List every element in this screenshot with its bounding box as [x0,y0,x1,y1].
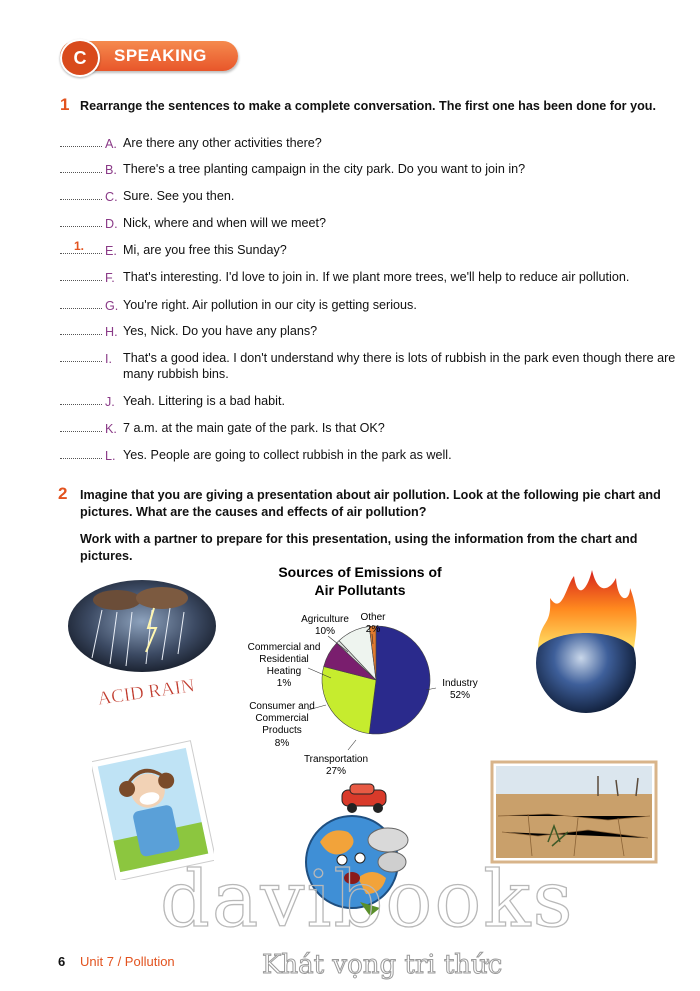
pie-slices [322,626,430,734]
label-agriculture-pct: 10% [314,626,336,637]
unit-title: Unit 7 / Pollution [80,954,175,969]
label-consumer-pct: 8% [274,738,290,749]
item-text: Yes. People are going to collect rubbish in the park as well. [123,448,452,462]
answer-value: 1. [74,239,85,253]
answer-blank[interactable] [60,361,102,362]
item-text: Are there any other activities there? [123,136,322,150]
item-text: Yeah. Littering is a bad habit. [123,394,285,408]
label-industry-pct: 52% [449,690,471,701]
answer-blank[interactable] [60,404,102,405]
item-text: That's a good idea. I don't understand why there is lots of rubbish in the park even though there are many rubbish bins. [123,351,676,381]
item-text: There's a tree planting campaign in the city park. Do you want to join in? [123,162,526,176]
answer-blank[interactable] [60,172,102,173]
item-letter: K. [105,422,117,436]
item-letter: I. [105,352,112,366]
exercise-number: 2 [58,484,68,503]
item-letter: E. [105,244,117,258]
exercise-instruction: Imagine that you are giving a presentation about air pollution. Look at the following pie chart and pictures. What are the causes and effects of air pollution? [80,488,661,519]
label-heating-1: Commercial and [247,642,321,653]
item-text: 7 a.m. at the main gate of the park. Is that OK? [123,421,385,435]
answer-blank[interactable] [60,458,102,459]
burning-globe-picture [526,568,646,718]
item-text: Yes, Nick. Do you have any plans? [123,324,318,338]
item-letter: A. [105,137,117,151]
item-letter: J. [105,395,115,409]
watermark-slogan: Khát vọng tri thức [262,950,503,980]
item-letter: G. [105,299,119,313]
label-consumer-1: Consumer and [249,701,315,712]
acid-rain-caption [82,668,210,712]
answer-blank[interactable] [60,146,102,147]
label-heating-pct: 1% [276,678,292,689]
exercise-number: 1 [60,95,70,114]
chart-title-line1: Sources of Emissions of [278,564,442,580]
pie-slice-industry [369,626,430,734]
label-heating-3: Heating [266,666,302,677]
item-text: You're right. Air pollution in our city is getting serious. [123,298,417,312]
acid-rain-label: ACID RAIN [96,675,196,710]
label-other-pct: 2% [365,624,381,635]
answer-blank[interactable] [60,431,102,432]
item-letter: F. [105,271,115,285]
section-title: SPEAKING [114,46,207,65]
item-letter: B. [105,163,117,177]
answer-blank[interactable] [60,334,102,335]
watermark-brand: davibooks [160,855,575,945]
answer-blank[interactable] [60,199,102,200]
answer-blank[interactable] [60,280,102,281]
label-agriculture: Agriculture [301,614,349,625]
item-letter: H. [105,325,118,339]
drought-picture [488,756,660,866]
label-consumer-2: Commercial [255,713,309,724]
chart-title-line2: Air Pollutants [314,582,406,598]
label-transportation-pct: 27% [325,766,347,777]
label-other: Other [360,612,386,623]
section-letter: C [60,39,100,77]
item-letter: L. [105,449,116,463]
pie-chart [236,560,496,790]
answer-blank[interactable] [60,308,102,309]
label-consumer-3: Products [262,725,302,736]
label-heating-2: Residential [259,654,309,665]
exercise-instruction-2: Work with a partner to prepare for this presentation, using the information from the chart and pictures. [80,532,638,563]
exercise-instruction: Rearrange the sentences to make a complete conversation. The first one has been done for you. [80,99,656,113]
answer-blank[interactable] [60,253,102,254]
item-text: Nick, where and when will we meet? [123,216,326,230]
page-number: 6 [58,954,66,969]
label-industry: Industry [442,678,478,689]
answer-blank[interactable] [60,226,102,227]
label-transportation: Transportation [303,754,369,765]
item-letter: D. [105,217,118,231]
item-text: That's interesting. I'd love to join in. If we plant more trees, we'll help to reduce air pollution. [123,270,630,284]
item-text: Mi, are you free this Sunday? [123,243,287,257]
item-letter: C. [105,190,118,204]
item-text: Sure. See you then. [123,189,235,203]
